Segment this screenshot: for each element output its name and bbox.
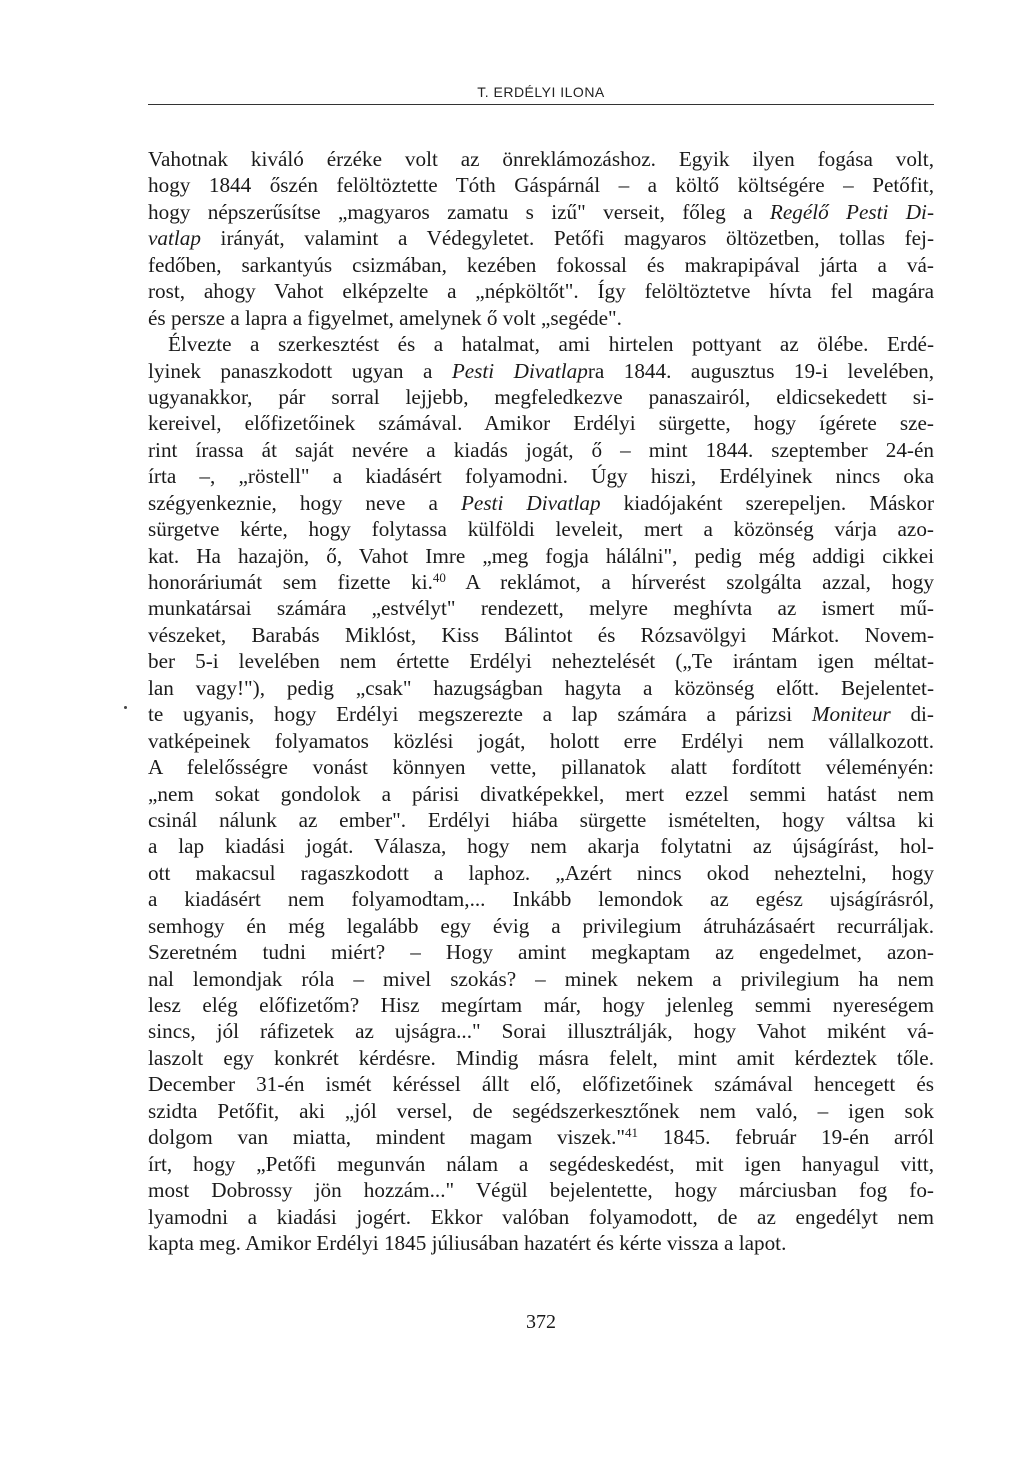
stray-ink-mark: [124, 706, 127, 709]
italic-title: Regélő Pesti Di-: [769, 199, 934, 224]
text-line: [148, 490, 934, 516]
text-line: sürgetve kérte, hogy folytassa külföldi leveleit, mert a közönség várja azo-: [148, 517, 934, 542]
text-line: írta –, „röstell" a kiadásért folyamodni. Úgy hiszi, Erdélyinek nincs oka: [148, 464, 934, 489]
text-line: kat. Ha hazajön, ő, Vahot Imre „meg fogja hálálni", pedig még addigi cikkei: [148, 543, 934, 568]
text-line: munkatársai számára „estvélyt" rendezett, melyre meghívta az ismert mű-: [148, 596, 934, 621]
footnote-ref-41[interactable]: 41: [625, 1125, 639, 1141]
text-line: szidta Petőfit, aki „jól versel, de segédszerkesztőnek nem való, – igen sok: [148, 1098, 934, 1123]
text-line: és persze a lapra a figyelmet, amelynek ő volt „segéde".: [148, 305, 622, 330]
text-segment: kiadójaként szerepeljen. Máskor: [600, 490, 934, 515]
text-line: [148, 1124, 934, 1150]
text-line: vészeket, Barabás Miklóst, Kiss Bálintot és Rózsavölgyi Márkot. Novem-: [148, 622, 934, 647]
text-line: [148, 358, 934, 384]
text-line: a kiadásért nem folyamodtam,... Inkább lemondok az egész ujságírásról,: [148, 887, 934, 912]
text-line: vatképeinek folyamatos közlési jogát, holott erre Erdélyi nem vállalkozott.: [148, 728, 934, 753]
text-line: [148, 225, 934, 251]
header-rule: [148, 104, 934, 105]
text-line: ber 5-i levelében nem értette Erdélyi neheztelését („Te irántam igen méltat-: [148, 649, 934, 674]
text-line: laszolt egy konkrét kérdésre. Mindig másra felelt, mint amit kérdeztek tőle.: [148, 1045, 934, 1070]
text-line: A felelősségre vonást könnyen vette, pillanatok alatt fordított véleményén:: [148, 755, 934, 780]
text-line: Élvezte a szerkesztést és a hatalmat, ami hirtelen pottyant az ölébe. Erdé-: [168, 332, 934, 357]
text-segment: lyinek panaszkodott ugyan a: [148, 358, 452, 383]
body-text: [148, 146, 934, 1256]
text-line: semhogy én még legalább egy évig a privilegium átruházásaért recurráljak.: [148, 913, 934, 938]
text-line: ott makacsul ragaszkodott a laphoz. „Azért nincs okod neheztelni, hogy: [148, 860, 934, 885]
text-segment: honoráriumát sem fizette ki.: [148, 570, 433, 594]
italic-title: Moniteur: [811, 702, 891, 727]
text-segment: 1845. február 19-én arról: [638, 1125, 934, 1150]
text-line: lyamodni a kiadási jogért. Ekkor valóban folyamodott, de az engedélyt nem: [148, 1204, 934, 1229]
text-line: rost, ahogy Vahot elképzelte a „népköltőt". Így felöltöztetve hívta fel magára: [148, 279, 934, 304]
text-line: December 31-én ismét kéréssel állt elő, előfizetőinek számával hencegett és: [148, 1072, 934, 1097]
text-segment: ra 1844. augusztus 19-i levelében,: [587, 358, 934, 383]
text-line: [148, 569, 934, 595]
text-line: „nem sokat gondolok a párisi divatképekkel, mert ezzel semmi hatást nem: [148, 781, 934, 806]
text-segment: irányát, valamint a Védegyletet. Petőfi magyaros öltözetben, tollas fej-: [200, 226, 934, 251]
text-line: Szeretném tudni miért? – Hogy amint megkaptam az engedelmet, azon-: [148, 940, 934, 965]
text-line: most Dobrossy jön hozzám..." Végül bejelentette, hogy márciusban fog fo-: [148, 1178, 934, 1203]
text-line: [148, 199, 934, 225]
text-line: kereivel, előfizetőinek számával. Amikor Erdélyi sürgette, hogy ígérete sze-: [148, 411, 934, 436]
text-line: írt, hogy „Petőfi megunván nálam a segédeskedést, mit igen hanyagul vitt,: [148, 1151, 934, 1176]
text-line: ugyanakkor, pár sorral lejjebb, megfeledkezve panaszairól, eldicsekedett si-: [148, 384, 934, 409]
text-segment: dolgom van miatta, mindent magam viszek.": [148, 1125, 626, 1150]
text-segment: te ugyanis, hogy Erdélyi megszerezte a lap számára a párizsi: [148, 702, 812, 727]
page-number: 372: [526, 1311, 556, 1333]
text-segment: A reklámot, a hírverést szolgálta azzal, hogy: [445, 570, 934, 594]
text-line: fedőben, sarkantyús csizmában, kezében fokossal és makrapipával járta a vá-: [148, 252, 934, 277]
italic-title: Pesti Divatlap: [460, 490, 601, 515]
footnote-ref-40[interactable]: 40: [432, 570, 446, 585]
running-head: T. ERDÉLYI ILONA: [477, 84, 605, 100]
text-line: csinál nálunk az ember". Erdélyi hiába sürgette ismételten, hogy váltsa ki: [148, 807, 934, 832]
text-line: nal lemondjak róla – mivel szokás? – minek nekem a privilegium ha nem: [148, 966, 934, 991]
text-line: sincs, jól ráfizetek az ujságra..." Sorai illusztrálják, hogy Vahot miként vá-: [148, 1019, 934, 1044]
text-segment: szégyenkeznie, hogy neve a: [148, 490, 461, 515]
text-line: lan vagy!"), pedig „csak" hazugságban hagyta a közönség előtt. Bejelentet-: [148, 675, 934, 700]
text-line: rint írassa át saját nevére a kiadás jogát, ő – mint 1844. szeptember 24-én: [148, 437, 934, 462]
text-line: hogy 1844 őszén felöltöztette Tóth Gáspárnál – a költő költségére – Petőfit,: [148, 173, 934, 198]
text-line: lesz elég előfizetőm? Hisz megírtam már, hogy jelenleg semmi nyereségem: [148, 993, 934, 1017]
text-segment: di-: [890, 702, 934, 727]
text-line: Vahotnak kiváló érzéke volt az önreklámozáshoz. Egyik ilyen fogása volt,: [148, 147, 934, 171]
text-line: [148, 701, 934, 727]
text-line: a lap kiadási jogát. Válasza, hogy nem akarja folytatni az újságírást, hol-: [148, 834, 934, 859]
italic-title: vatlap: [148, 226, 201, 251]
text-line: kapta meg. Amikor Erdélyi 1845 júliusában hazatért és kérte vissza a lapot.: [148, 1230, 787, 1255]
italic-title: Pesti Divatlap: [451, 358, 588, 383]
text-segment: hogy népszerűsítse „magyaros zamatu s izű" verseit, főleg a: [148, 199, 770, 224]
